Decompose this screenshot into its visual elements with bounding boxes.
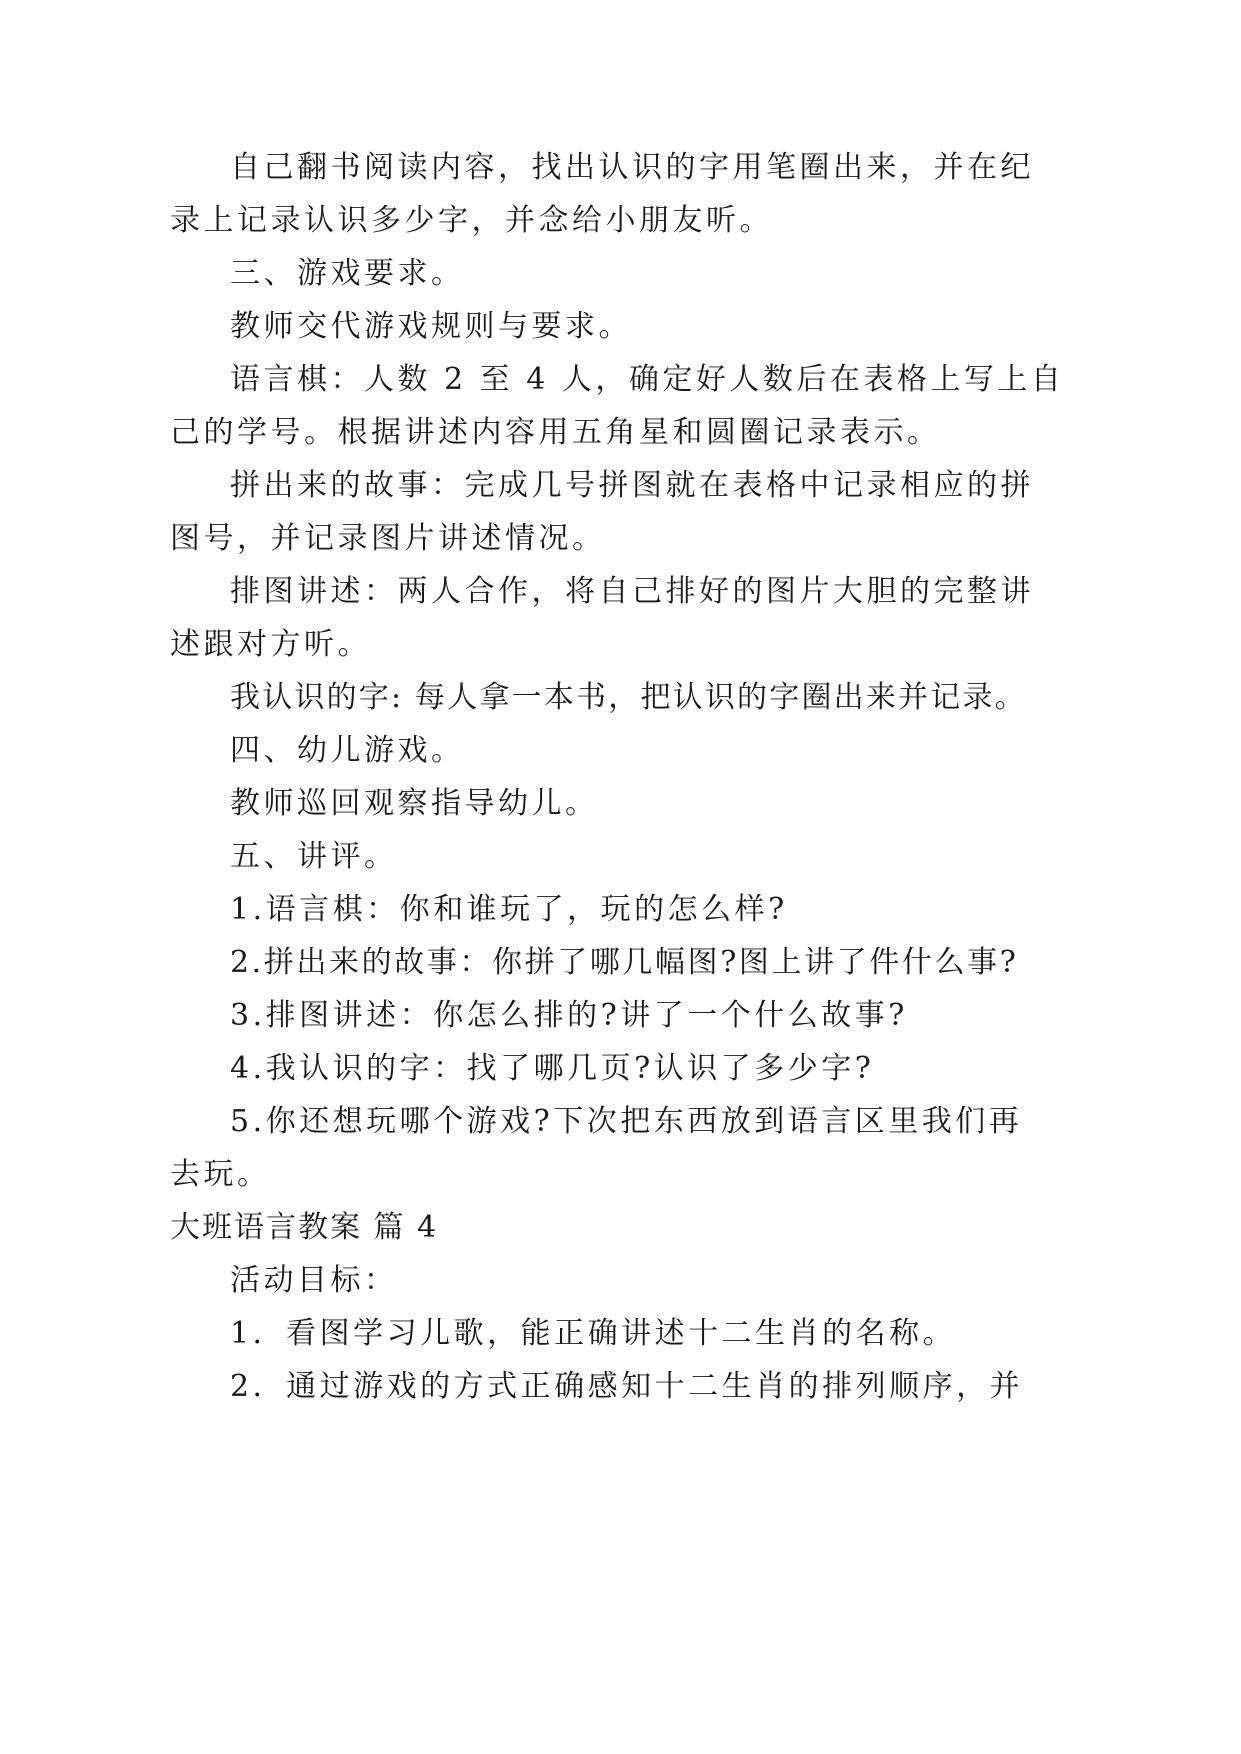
list-item: 2．通过游戏的方式正确感知十二生肖的排列顺序，并 <box>230 1369 1024 1404</box>
paragraph-line: 语言棋：人数 2 至 4 人，确定好人数后在表格上写上自 <box>230 362 1065 397</box>
paragraph-line: 录上记录认识多少字，并念给小朋友听。 <box>170 203 773 238</box>
section-heading: 四、幼儿游戏。 <box>230 733 465 768</box>
section-heading: 活动目标： <box>230 1263 398 1298</box>
list-item: 3.排图讲述：你怎么排的?讲了一个什么故事? <box>230 998 908 1033</box>
list-item: 1.语言棋：你和谁玩了，玩的怎么样? <box>230 892 788 927</box>
paragraph-line: 排图讲述：两人合作，将自己排好的图片大胆的完整讲 <box>230 574 1034 609</box>
paragraph-line: 教师交代游戏规则与要求。 <box>230 309 632 344</box>
paragraph-line: 己的学号。根据讲述内容用五角星和圆圈记录表示。 <box>170 415 941 450</box>
paragraph-line: 拼出来的故事：完成几号拼图就在表格中记录相应的拼 <box>230 468 1034 503</box>
paragraph-line: 教师巡回观察指导幼儿。 <box>230 786 599 821</box>
list-item: 5.你还想玩哪个游戏?下次把东西放到语言区里我们再 <box>230 1104 1023 1139</box>
paragraph-line: 我认识的字: 每人拿一本书，把认识的字圈出来并记录。 <box>230 680 1027 715</box>
list-item: 4.我认识的字：找了哪几页?认识了多少字? <box>230 1051 875 1086</box>
list-item: 2.拼出来的故事：你拼了哪几幅图?图上讲了件什么事? <box>230 945 1019 980</box>
paragraph-line: 述跟对方听。 <box>170 627 371 662</box>
list-item: 去玩。 <box>170 1157 271 1192</box>
paragraph-line: 自己翻书阅读内容，找出认识的字用笔圈出来，并在纪 <box>230 150 1034 185</box>
list-item: 1．看图学习儿歌，能正确讲述十二生肖的名称。 <box>230 1316 957 1351</box>
article-title: 大班语言教案 篇 4 <box>170 1210 439 1245</box>
section-heading: 三、游戏要求。 <box>230 256 465 291</box>
paragraph-line: 图号，并记录图片讲述情况。 <box>170 521 606 556</box>
section-heading: 五、讲评。 <box>230 839 398 874</box>
